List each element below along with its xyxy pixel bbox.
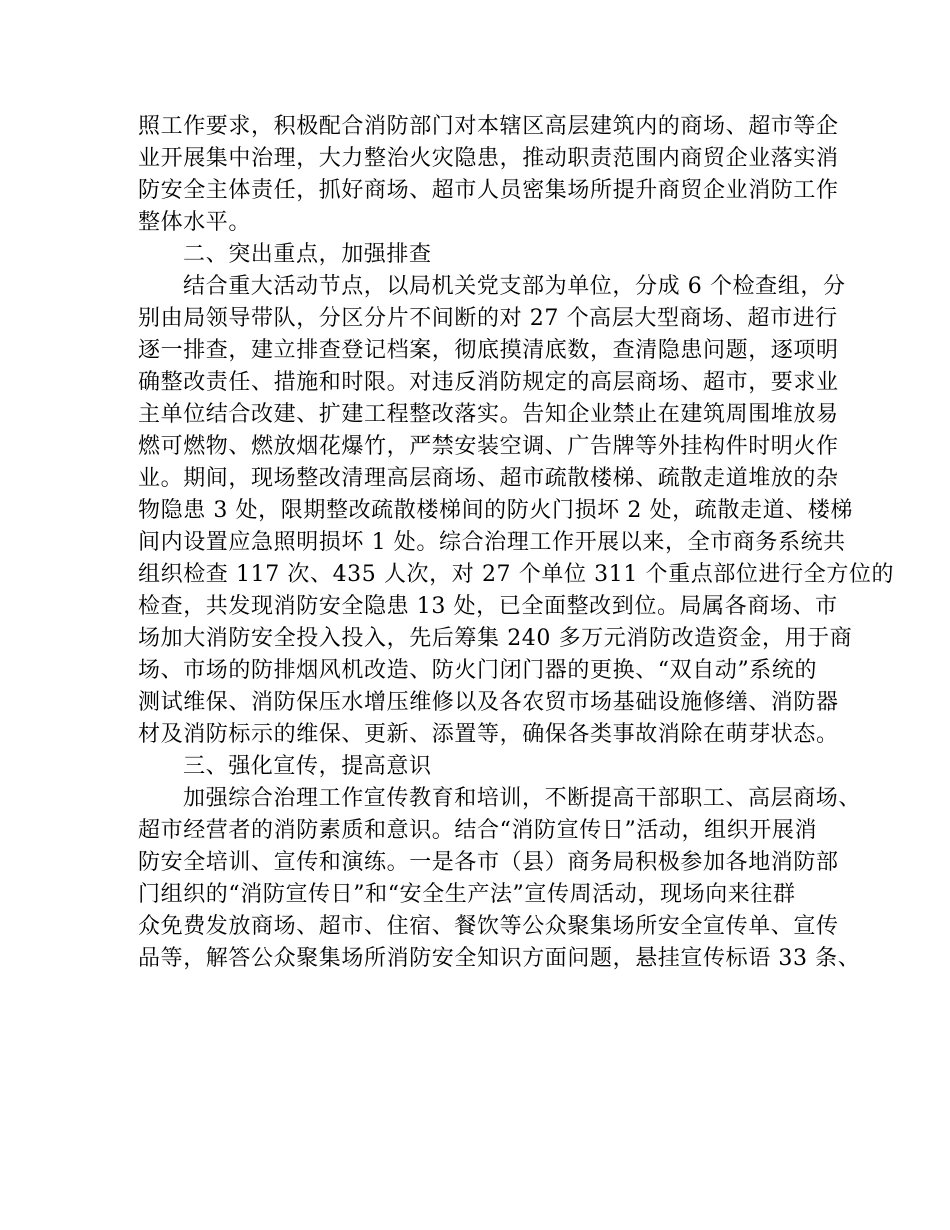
text-line: 间内设置应急照明损坏 1 处。综合治理工作开展以来，全市商务系统共 [138, 530, 846, 555]
text-line: 材及消防标示的维保、更新、添置等，确保各类事故消除在萌芽状态。 [138, 722, 839, 747]
section-heading: 三、强化宣传，提高意识 [183, 754, 432, 779]
text-line: 业。期间，现场整改清理高层商场、超市疏散楼梯、疏散走道堆放的杂 [138, 466, 839, 491]
text-line: 防安全培训、宣传和演练。一是各市（县）商务局积极参加各地消防部 [138, 850, 839, 875]
text-line: 确整改责任、措施和时限。对违反消防规定的高层商场、超市，要求业 [138, 370, 839, 395]
text-line: 结合重大活动节点，以局机关党支部为单位，分成 6 个检查组，分 [183, 274, 846, 299]
text-line: 整体水平。 [138, 210, 252, 235]
text-line: 照工作要求，积极配合消防部门对本辖区高层建筑内的商场、超市等企 [138, 114, 839, 139]
text-line: 燃可燃物、燃放烟花爆竹，严禁安装空调、广告牌等外挂构件时明火作 [138, 434, 839, 459]
text-line: 组织检查 117 次、435 人次，对 27 个单位 311 个重点部位进行全方位的 [138, 562, 895, 587]
text-line: 门组织的“消防宣传日”和“安全生产法”宣传周活动，现场向来往群 [138, 882, 796, 907]
text-line: 防安全主体责任，抓好商场、超市人员密集场所提升商贸企业消防工作 [138, 178, 839, 203]
text-line: 业开展集中治理，大力整治火灾隐患，推动职责范围内商贸企业落实消 [138, 146, 839, 171]
section-heading: 二、突出重点，加强排查 [183, 242, 432, 267]
text-line: 场、市场的防排烟风机改造、防火门闭门器的更换、“双自动”系统的 [138, 658, 818, 683]
text-line: 物隐患 3 处，限期整改疏散楼梯间的防火门损坏 2 处，疏散走道、楼梯 [138, 498, 853, 523]
text-line: 逐一排查，建立排查登记档案，彻底摸清底数，查清隐患问题，逐项明 [138, 338, 839, 363]
text-line: 超市经营者的消防素质和意识。结合“消防宣传日”活动，组织开展消 [138, 818, 818, 843]
text-line: 别由局领导带队，分区分片不间断的对 27 个高层大型商场、超市进行 [138, 306, 838, 331]
text-line: 众免费发放商场、超市、住宿、餐饮等公众聚集场所安全宣传单、宣传 [138, 914, 839, 939]
text-line: 检查，共发现消防安全隐患 13 处，已全面整改到位。局属各商场、市 [138, 594, 838, 619]
text-line: 品等，解答公众聚集场所消防安全知识方面问题，悬挂宣传标语 33 条、 [138, 946, 861, 971]
text-line: 场加大消防安全投入投入，先后筹集 240 多万元消防改造资金，用于商 [138, 626, 853, 651]
text-line: 测试维保、消防保压水增压维修以及各农贸市场基础设施修缮、消防器 [138, 690, 839, 715]
text-line: 主单位结合改建、扩建工程整改落实。告知企业禁止在建筑周围堆放易 [138, 402, 839, 427]
document-body [138, 111, 895, 975]
text-line: 加强综合治理工作宣传教育和培训，不断提高干部职工、高层商场、 [183, 786, 862, 811]
